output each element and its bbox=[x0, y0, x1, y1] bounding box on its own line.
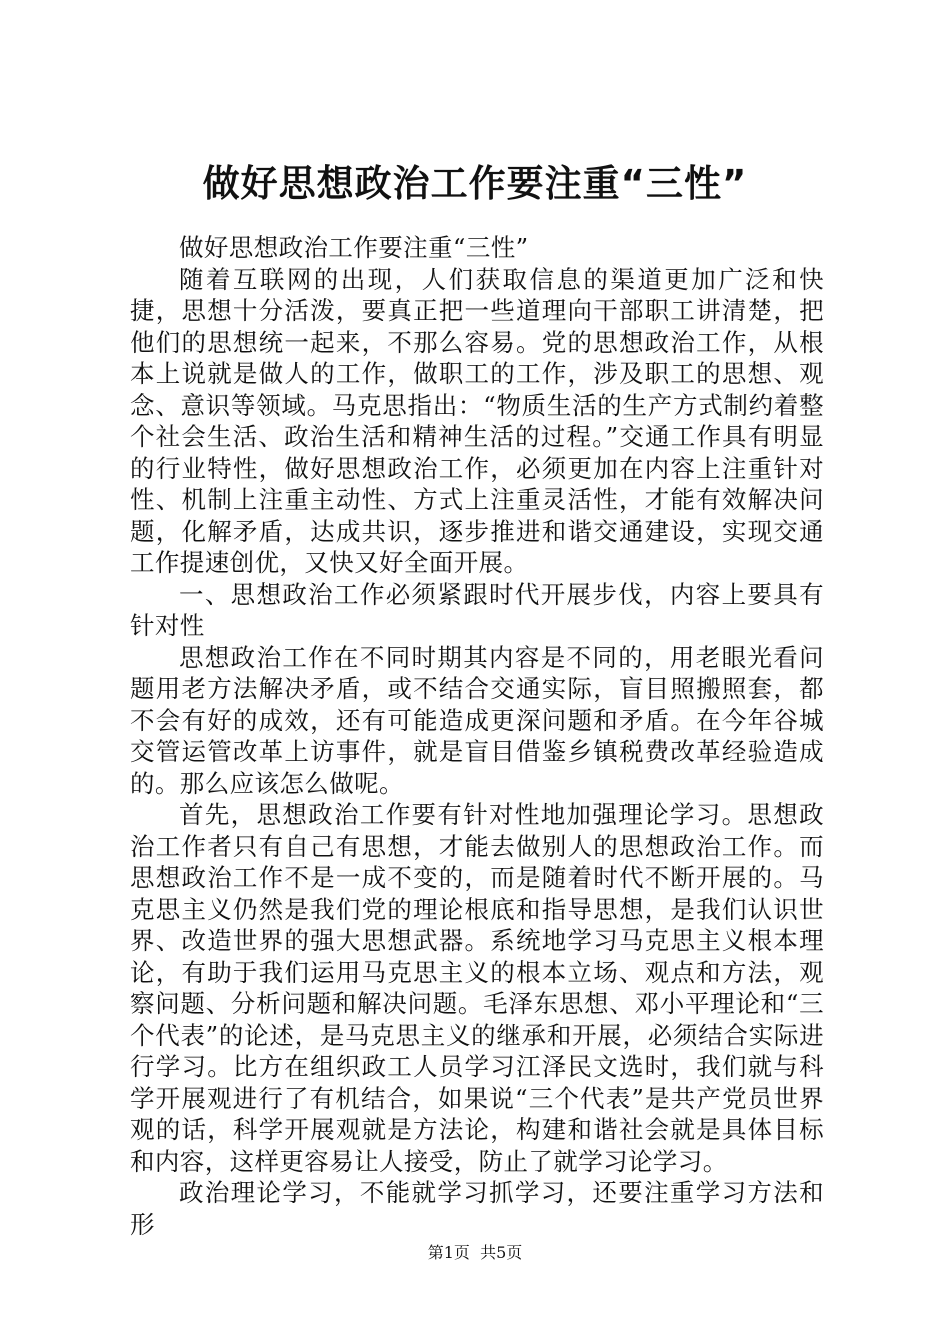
section-heading: 一、思想政治工作必须紧跟时代开展步伐，内容上要具有针对性 bbox=[130, 579, 824, 640]
page-number: 第1页 bbox=[427, 1243, 470, 1262]
paragraph: 思想政治工作在不同时期其内容是不同的，用老眼光看问题用老方法解决矛盾，或不结合交通实际，盲目照搬照套，都不会有好的成效，还有可能造成更深问题和矛盾。在今年谷城交管运管改革上访事件，就是盲目借鉴乡镇税费改革经验造成的。那么应该怎么做呢。 bbox=[130, 642, 824, 798]
page-total: 共5页 bbox=[480, 1243, 523, 1262]
document-title: 做好思想政治工作要注重“三性” bbox=[202, 162, 748, 205]
paragraph: 政治理论学习，不能就学习抓学习，还要注重学习方法和形 bbox=[130, 1178, 824, 1239]
page-footer bbox=[0, 1241, 950, 1265]
paragraph: 做好思想政治工作要注重“三性” bbox=[179, 233, 529, 262]
paragraph: 随着互联网的出现，人们获取信息的渠道更加广泛和快捷，思想十分活泼，要真正把一些道理向干部职工讲清楚，把他们的思想统一起来，不那么容易。党的思想政治工作，从根本上说就是做人的工作，做职工的工作，涉及职工的思想、观念、意识等领域。马克思指出：“物质生活的生产方式制约着整个社会生活、政治生活和精神生活的过程。”交通工作具有明显的行业特性，做好思想政治工作，必须更加在内容上注重针对性、机制上注重主动性、方式上注重灵活性，才能有效解决问题，化解矛盾，达成共识，逐步推进和谐交通建设，实现交通工作提速创优，又快又好全面开展。 bbox=[130, 264, 824, 577]
document-body bbox=[130, 232, 824, 1240]
paragraph: 首先，思想政治工作要有针对性地加强理论学习。思想政治工作者只有自己有思想，才能去做别人的思想政治工作。而思想政治工作不是一成不变的，而是随着时代不断开展的。马克思主义仍然是我们党的理论根底和指导思想，是我们认识世界、改造世界的强大思想武器。系统地学习马克思主义根本理论，有助于我们运用马克思主义的根本立场、观点和方法，观察问题、分析问题和解决问题。毛泽东思想、邓小平理论和“三个代表”的论述，是马克思主义的继承和开展，必须结合实际进行学习。比方在组织政工人员学习江泽民文选时，我们就与科学开展观进行了有机结合，如果说“三个代表”是共产党员世界观的话，科学开展观就是方法论，构建和谐社会就是具体目标和内容，这样更容易让人接受，防止了就学习论学习。 bbox=[130, 800, 824, 1176]
